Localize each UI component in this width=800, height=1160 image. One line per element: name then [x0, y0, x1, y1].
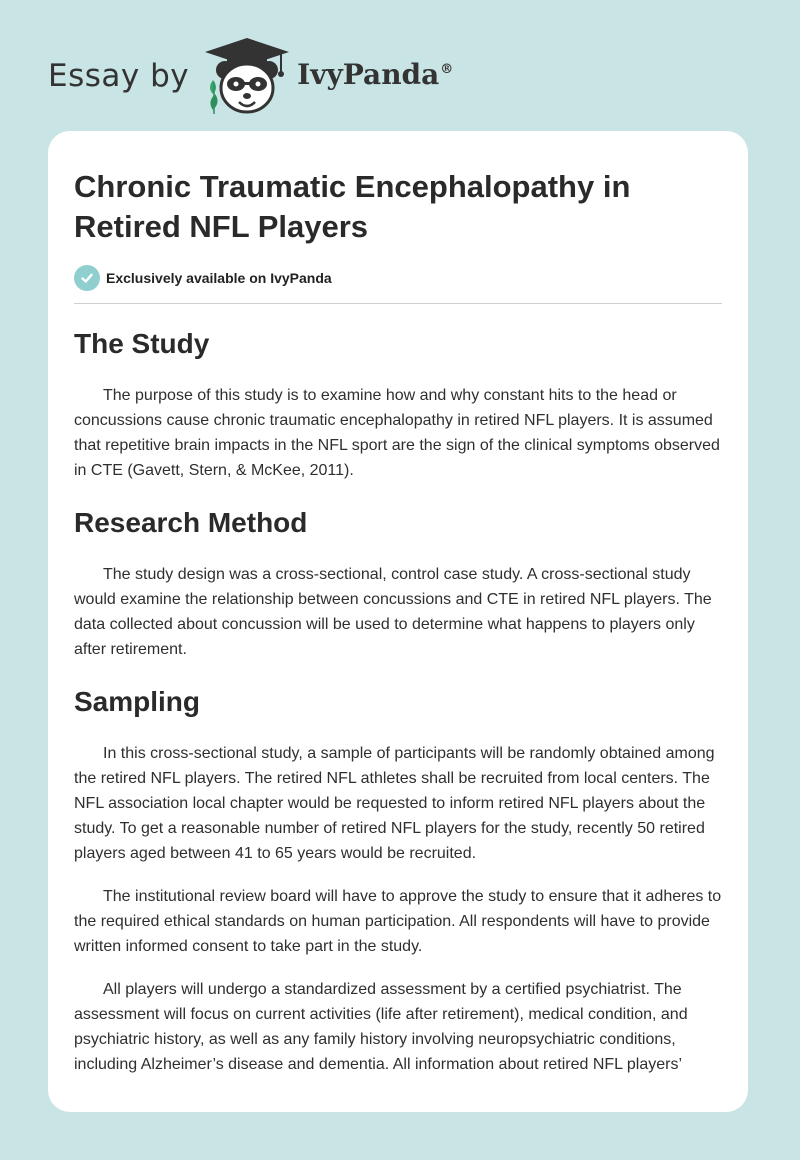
divider — [74, 303, 722, 304]
paragraph: All players will undergo a standardized assessment by a certified psychiatrist. The assessment will focus on current activities (life after retirement), medical condition, and psychiatric history, as well as any family history involving neuropsychiatric conditions, including Alzheimer’s disease and dementia. All information about retired NFL players’ — [74, 981, 688, 1073]
section-heading-the-study: The Study — [74, 328, 210, 359]
paragraph: The purpose of this study is to examine how and why constant hits to the head or concussions cause chronic traumatic encephalopathy in retired NFL players. It is assumed that repetitive brain impacts in the NFL sport are the sign of the clinical symptoms observed in CTE (Gavett, Stern, & McKee, 2011). — [74, 387, 720, 479]
paragraph: In this cross-sectional study, a sample of participants will be randomly obtained among the retired NFL players. The retired NFL athletes shall be recruited from local centers. The NFL association local chapter would be requested to inform retired NFL players about the study. To get a reasonable number of retired NFL players for the study, recently 50 retired players aged between 41 to 65 years would be recruited. — [74, 745, 715, 862]
essay-by-label: Essay by — [48, 58, 190, 94]
section-heading-sampling: Sampling — [74, 686, 201, 717]
page-title: Chronic Traumatic Encephalopathy in Retired NFL Players — [74, 169, 631, 244]
ivypanda-logo-icon[interactable] — [203, 36, 291, 116]
paragraph: The study design was a cross-sectional, control case study. A cross-sectional study would examine the relationship between concussions and CTE in retired NFL players. The data collected about concussion will be used to determine what happens to players only after retirement. — [74, 566, 712, 658]
site-header — [48, 36, 453, 116]
exclusive-label: Exclusively available on IvyPanda — [106, 270, 332, 286]
paragraph: The institutional review board will have to approve the study to ensure that it adheres to the required ethical standards on human participation. All respondents will have to provide written informed consent to take part in the study. — [74, 888, 722, 955]
check-circle-icon — [74, 265, 100, 291]
registered-mark: ® — [440, 62, 454, 78]
essay-card — [48, 131, 748, 1112]
brand-text: IvyPanda — [297, 57, 440, 91]
exclusive-badge — [74, 265, 722, 291]
section-heading-research-method: Research Method — [74, 507, 308, 538]
brand-name[interactable] — [297, 58, 453, 91]
